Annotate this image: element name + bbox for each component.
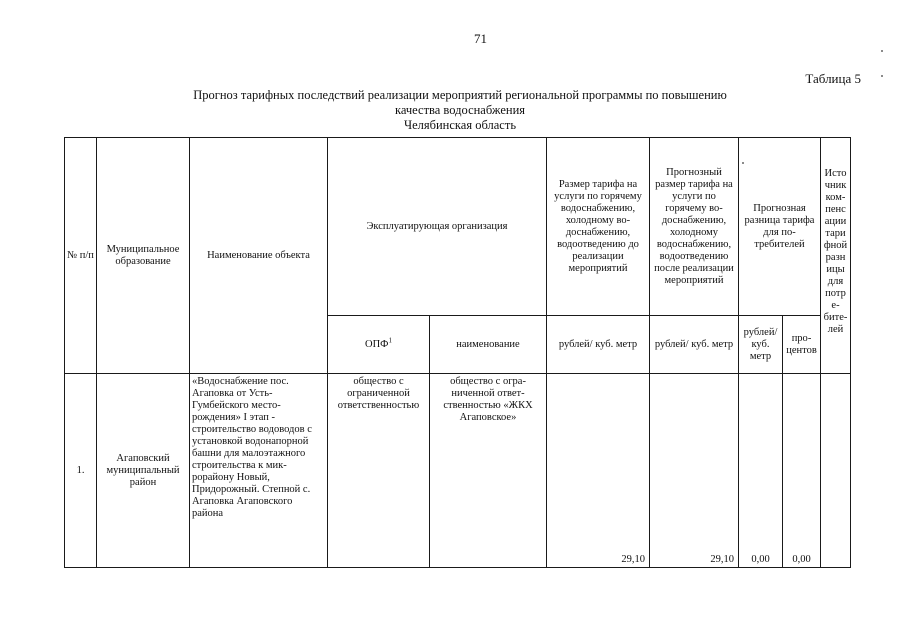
- row-diff-pct: 0,00: [783, 374, 821, 568]
- header-row-1: [65, 138, 851, 316]
- table-number-label: Таблица 5: [805, 71, 861, 86]
- row-opf: общество с ограниченной ответственностью: [328, 374, 430, 568]
- row-num: 1.: [65, 374, 97, 568]
- header-opf-footnote: 1: [388, 336, 392, 344]
- row-diff-rub: 0,00: [739, 374, 783, 568]
- header-compensation: Источник компенсации тарифной разницы для потребителей: [821, 138, 851, 374]
- page-number: 71: [474, 31, 487, 46]
- header-unit-before: рублей/ куб. метр: [547, 316, 650, 374]
- row-object-name: «Водоснабжение пос. Агаповка от Усть-Гумбейского месторождения» I этап - строительство водоводов с установкой водонапорной башни для малоэтажного строительства к микрорайону Новый, Придорожный. Степной с. Агаповка Агаповского района: [190, 374, 328, 568]
- header-opf-label: ОПФ: [365, 338, 389, 350]
- row-municipality: Агаповский муниципальный район: [97, 374, 190, 568]
- title-line-2: качества водоснабжения: [394, 103, 526, 117]
- header-unit-after: рублей/ куб. метр: [650, 316, 739, 374]
- scan-speck: [881, 50, 883, 52]
- header-difference: Прогнозная разница тарифа для потребителей: [739, 138, 821, 316]
- table-title: [60, 88, 860, 133]
- header-operator: Эксплуатирующая организация: [328, 138, 547, 316]
- header-tariff-after: Прогнозный размер тарифа на услуги по горячему водоснабжению, холодному водоснабжению, водоотведению после реализации мероприятий: [650, 138, 739, 316]
- header-object-name: Наименование объекта: [190, 138, 328, 374]
- header-tariff-before: Размер тарифа на услуги по горячему водоснабжению, холодному водоснабжению, водоотведению до реализации мероприятий: [547, 138, 650, 316]
- header-org-name: наименование: [430, 316, 547, 374]
- table-row: [65, 374, 851, 568]
- row-tariff-before: 29,10: [547, 374, 650, 568]
- scan-speck: [881, 75, 883, 77]
- header-opf: [328, 316, 430, 374]
- row-compensation: [821, 374, 851, 568]
- header-unit-diff-rub: рублей/ куб. метр: [739, 316, 783, 374]
- tariff-table: [64, 137, 851, 568]
- row-org-name: общество с ограниченной ответственностью «ЖКХ Агаповское»: [430, 374, 547, 568]
- title-line-3: Челябинская область: [403, 118, 517, 132]
- title-line-1: Прогноз тарифных последствий реализации мероприятий региональной программы по повышению: [193, 88, 727, 102]
- header-unit-diff-pct: процентов: [783, 316, 821, 374]
- header-num: № п/п: [65, 138, 97, 374]
- row-tariff-after: 29,10: [650, 374, 739, 568]
- header-municipality: Муниципальное образование: [97, 138, 190, 374]
